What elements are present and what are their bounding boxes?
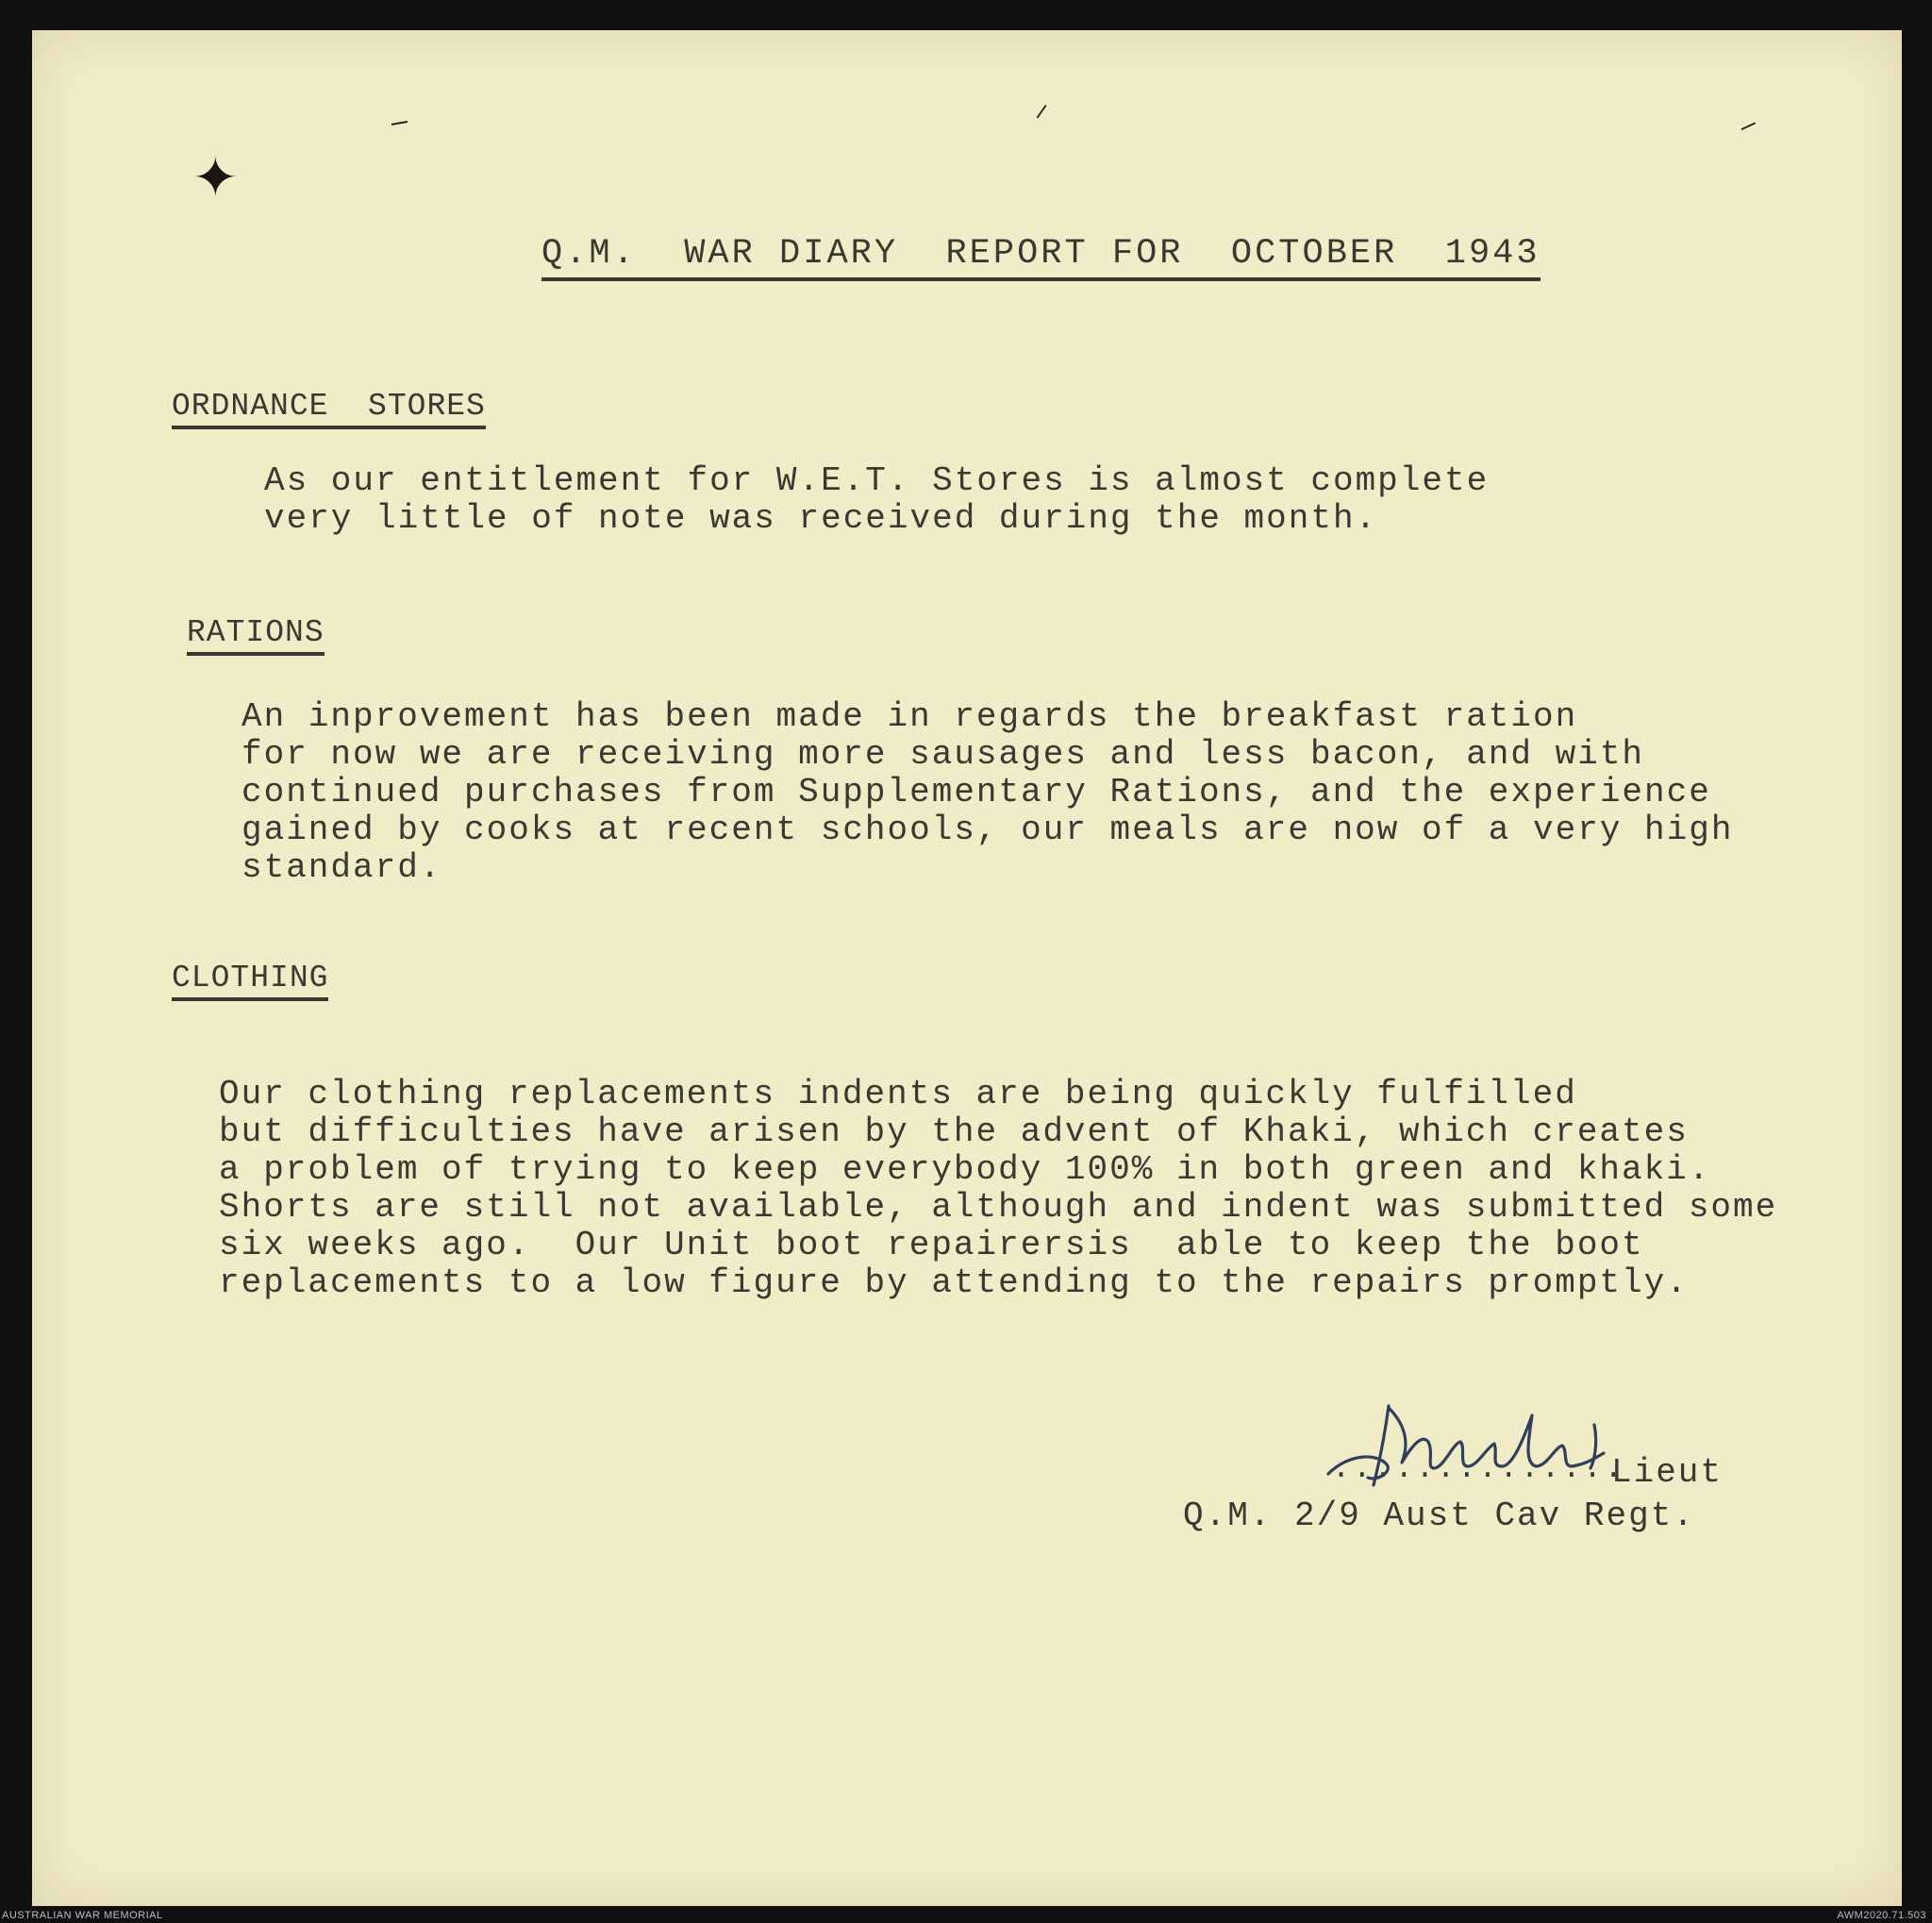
footer-source: AUSTRALIAN WAR MEMORIAL xyxy=(2,1910,163,1921)
punch-hole-icon: ✦ xyxy=(192,145,239,209)
section-heading-clothing: CLOTHING xyxy=(172,961,328,1001)
section-body-clothing: Our clothing replacements indents are being quickly fulfilled but difficulties have arisen by the advent of Khaki, which creates a problem of trying to keep everybody 100% in both green and khaki. Shorts are still not available, although and indent was submitted some six weeks ago. Our Unit boot repairersis able to keep the boot replacements to a low figure by attending to the repairs promptly. xyxy=(219,1075,1778,1302)
pin-hole-icon: ⸝ xyxy=(1736,99,1765,141)
section-heading-rations: RATIONS xyxy=(187,615,325,656)
section-heading-ordnance-stores: ORDNANCE STORES xyxy=(172,389,486,429)
footer-reference: AWM2020.71.503 xyxy=(1837,1910,1926,1921)
signature-unit: Q.M. 2/9 Aust Cav Regt. xyxy=(1183,1497,1695,1535)
document-title: Q.M. WAR DIARY REPORT FOR OCTOBER 1943 xyxy=(541,234,1541,281)
section-body-rations: An inprovement has been made in regards the breakfast ration for now we are receiving more sausages and less bacon, and with continued purchases from Supplementary Rations, and the experience gained by cooks at recent schools, our meals are now of a very high standard. xyxy=(242,697,1734,887)
signature-line: .............. xyxy=(1332,1451,1625,1486)
section-body-ordnance-stores: As our entitlement for W.E.T. Stores is almost complete very little of note was received during the month. xyxy=(264,461,1490,538)
pin-hole-icon: ⸝ xyxy=(1029,84,1052,125)
signature-rank: Lieut xyxy=(1611,1453,1724,1492)
pin-hole-icon: ⸝ xyxy=(385,96,422,139)
